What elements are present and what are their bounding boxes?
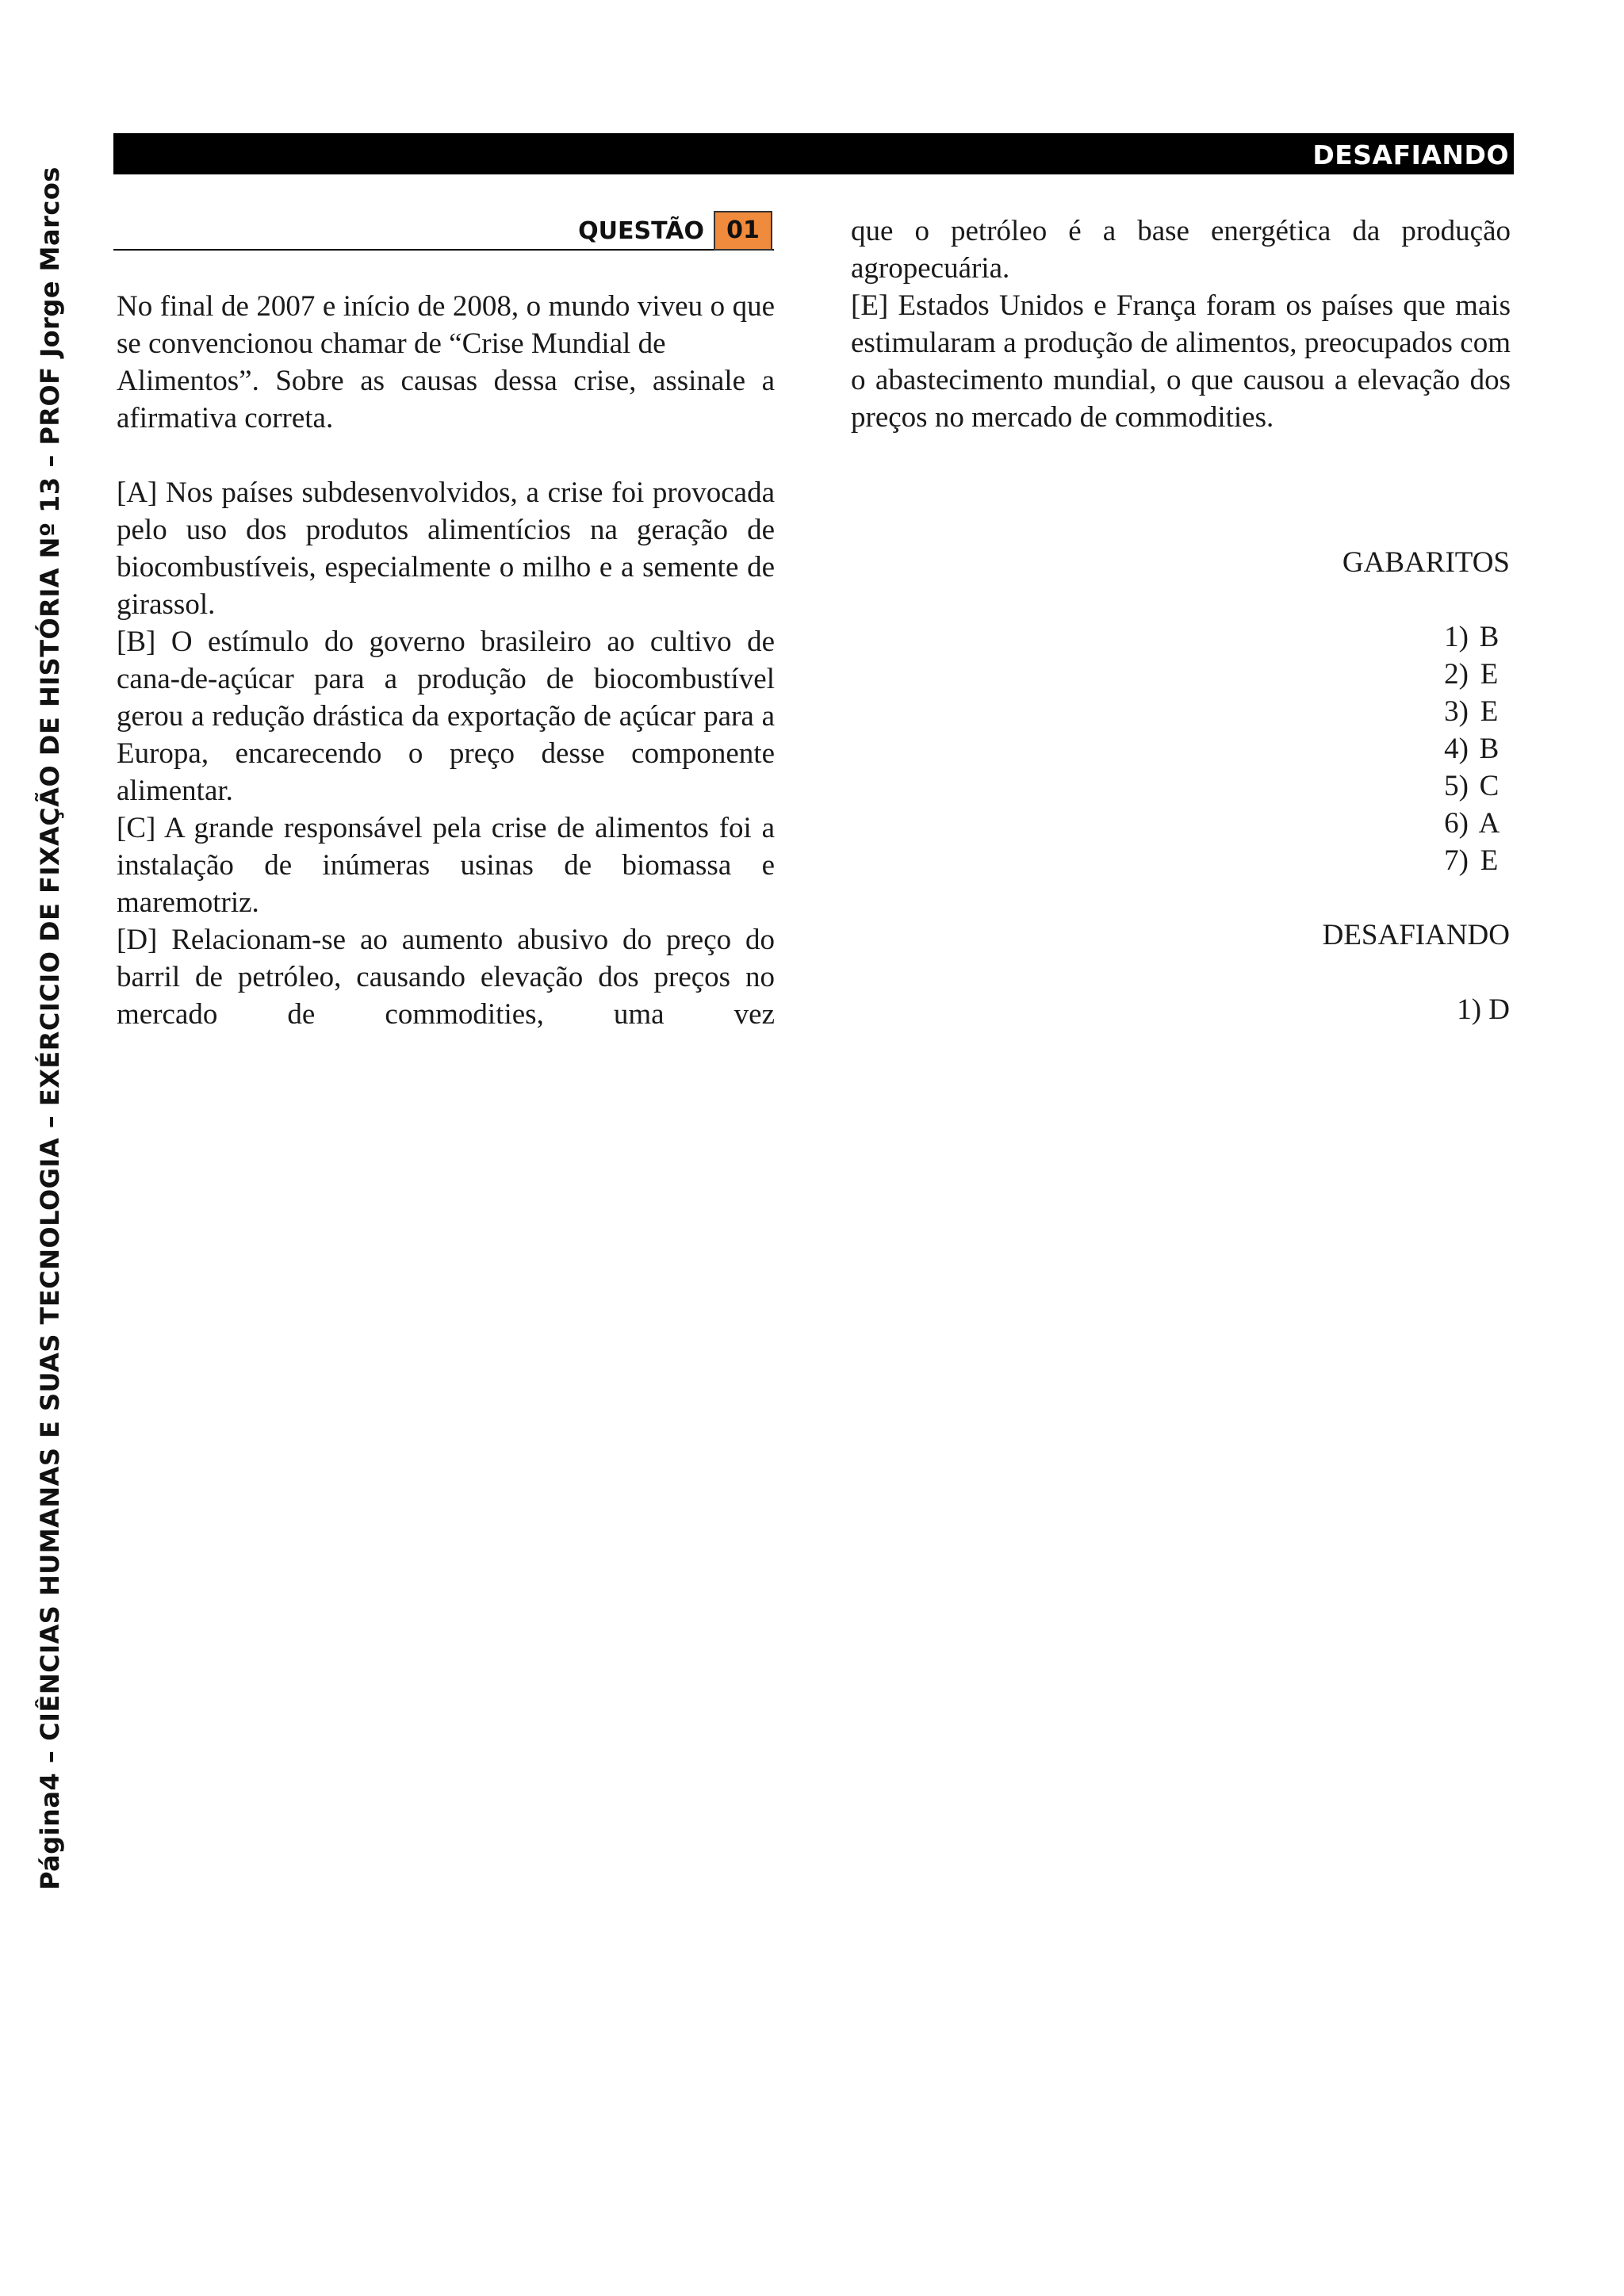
gabarito-item: 5) C — [1444, 770, 1500, 802]
answer-key — [1193, 544, 1510, 1028]
gabarito-item: 6) A — [1444, 807, 1500, 840]
desafiando-answer: 1) D — [1457, 993, 1510, 1026]
option-d-part1: [D] Relacionam-se ao aumento abusivo do preço do barril de petróleo, causando elevação dos preços no mercado de commodities, uma vez — [117, 924, 775, 1031]
vertical-page-label: Página4 – CIÊNCIAS HUMANAS E SUAS TECNOLOGIA – EXÉRCICIO DE FIXAÇÃO DE HISTÓRIA Nº 13 – PROF Jorge Marcos — [35, 166, 65, 1890]
right-column — [851, 212, 1511, 436]
gabarito-item: 2) E — [1444, 658, 1499, 691]
option-c: [C] A grande responsável pela crise de alimentos foi a instalação de inúmeras usinas de biomassa e maremotriz. — [117, 812, 775, 919]
option-e: [E] Estados Unidos e França foram os países que mais estimularam a produção de alimentos, preocupados com o abastecimento mundial, o que causou a elevação dos preços no mercado de commodities. — [851, 289, 1511, 434]
gabaritos-title: GABARITOS — [1342, 546, 1510, 579]
section-title: DESAFIANDO — [1312, 140, 1509, 170]
option-d-part2: que o petróleo é a base energética da produção agropecuária. — [851, 215, 1511, 285]
question-header — [113, 211, 774, 251]
option-a: [A] Nos países subdesenvolvidos, a crise foi provocada pelo uso dos produtos alimentícios na geração de biocombustíveis, especialmente o milho e a semente de girassol. — [117, 476, 775, 621]
question-statement-line2: Alimentos”. Sobre as causas dessa crise, assinale a afirmativa correta. — [117, 365, 775, 434]
gabarito-item: 1) B — [1444, 621, 1500, 653]
left-column — [117, 288, 775, 1033]
section-header-bar — [113, 133, 1514, 174]
gabarito-item: 3) E — [1444, 695, 1499, 728]
gabarito-item: 4) B — [1444, 733, 1500, 765]
option-b: [B] O estímulo do governo brasileiro ao cultivo de cana-de-açúcar para a produção de biocombustível gerou a redução drástica da exportação de açúcar para a Europa, encarecendo o preço desse componente alimentar. — [117, 626, 775, 807]
gabarito-item: 7) E — [1444, 844, 1499, 877]
question-statement-line1: No final de 2007 e início de 2008, o mundo viveu o que se convencionou chamar de “Crise Mundial de — [117, 290, 775, 360]
question-label: QUESTÃO — [578, 217, 704, 245]
question-number-badge: 01 — [714, 211, 772, 251]
desafiando-title: DESAFIANDO — [1322, 919, 1510, 951]
